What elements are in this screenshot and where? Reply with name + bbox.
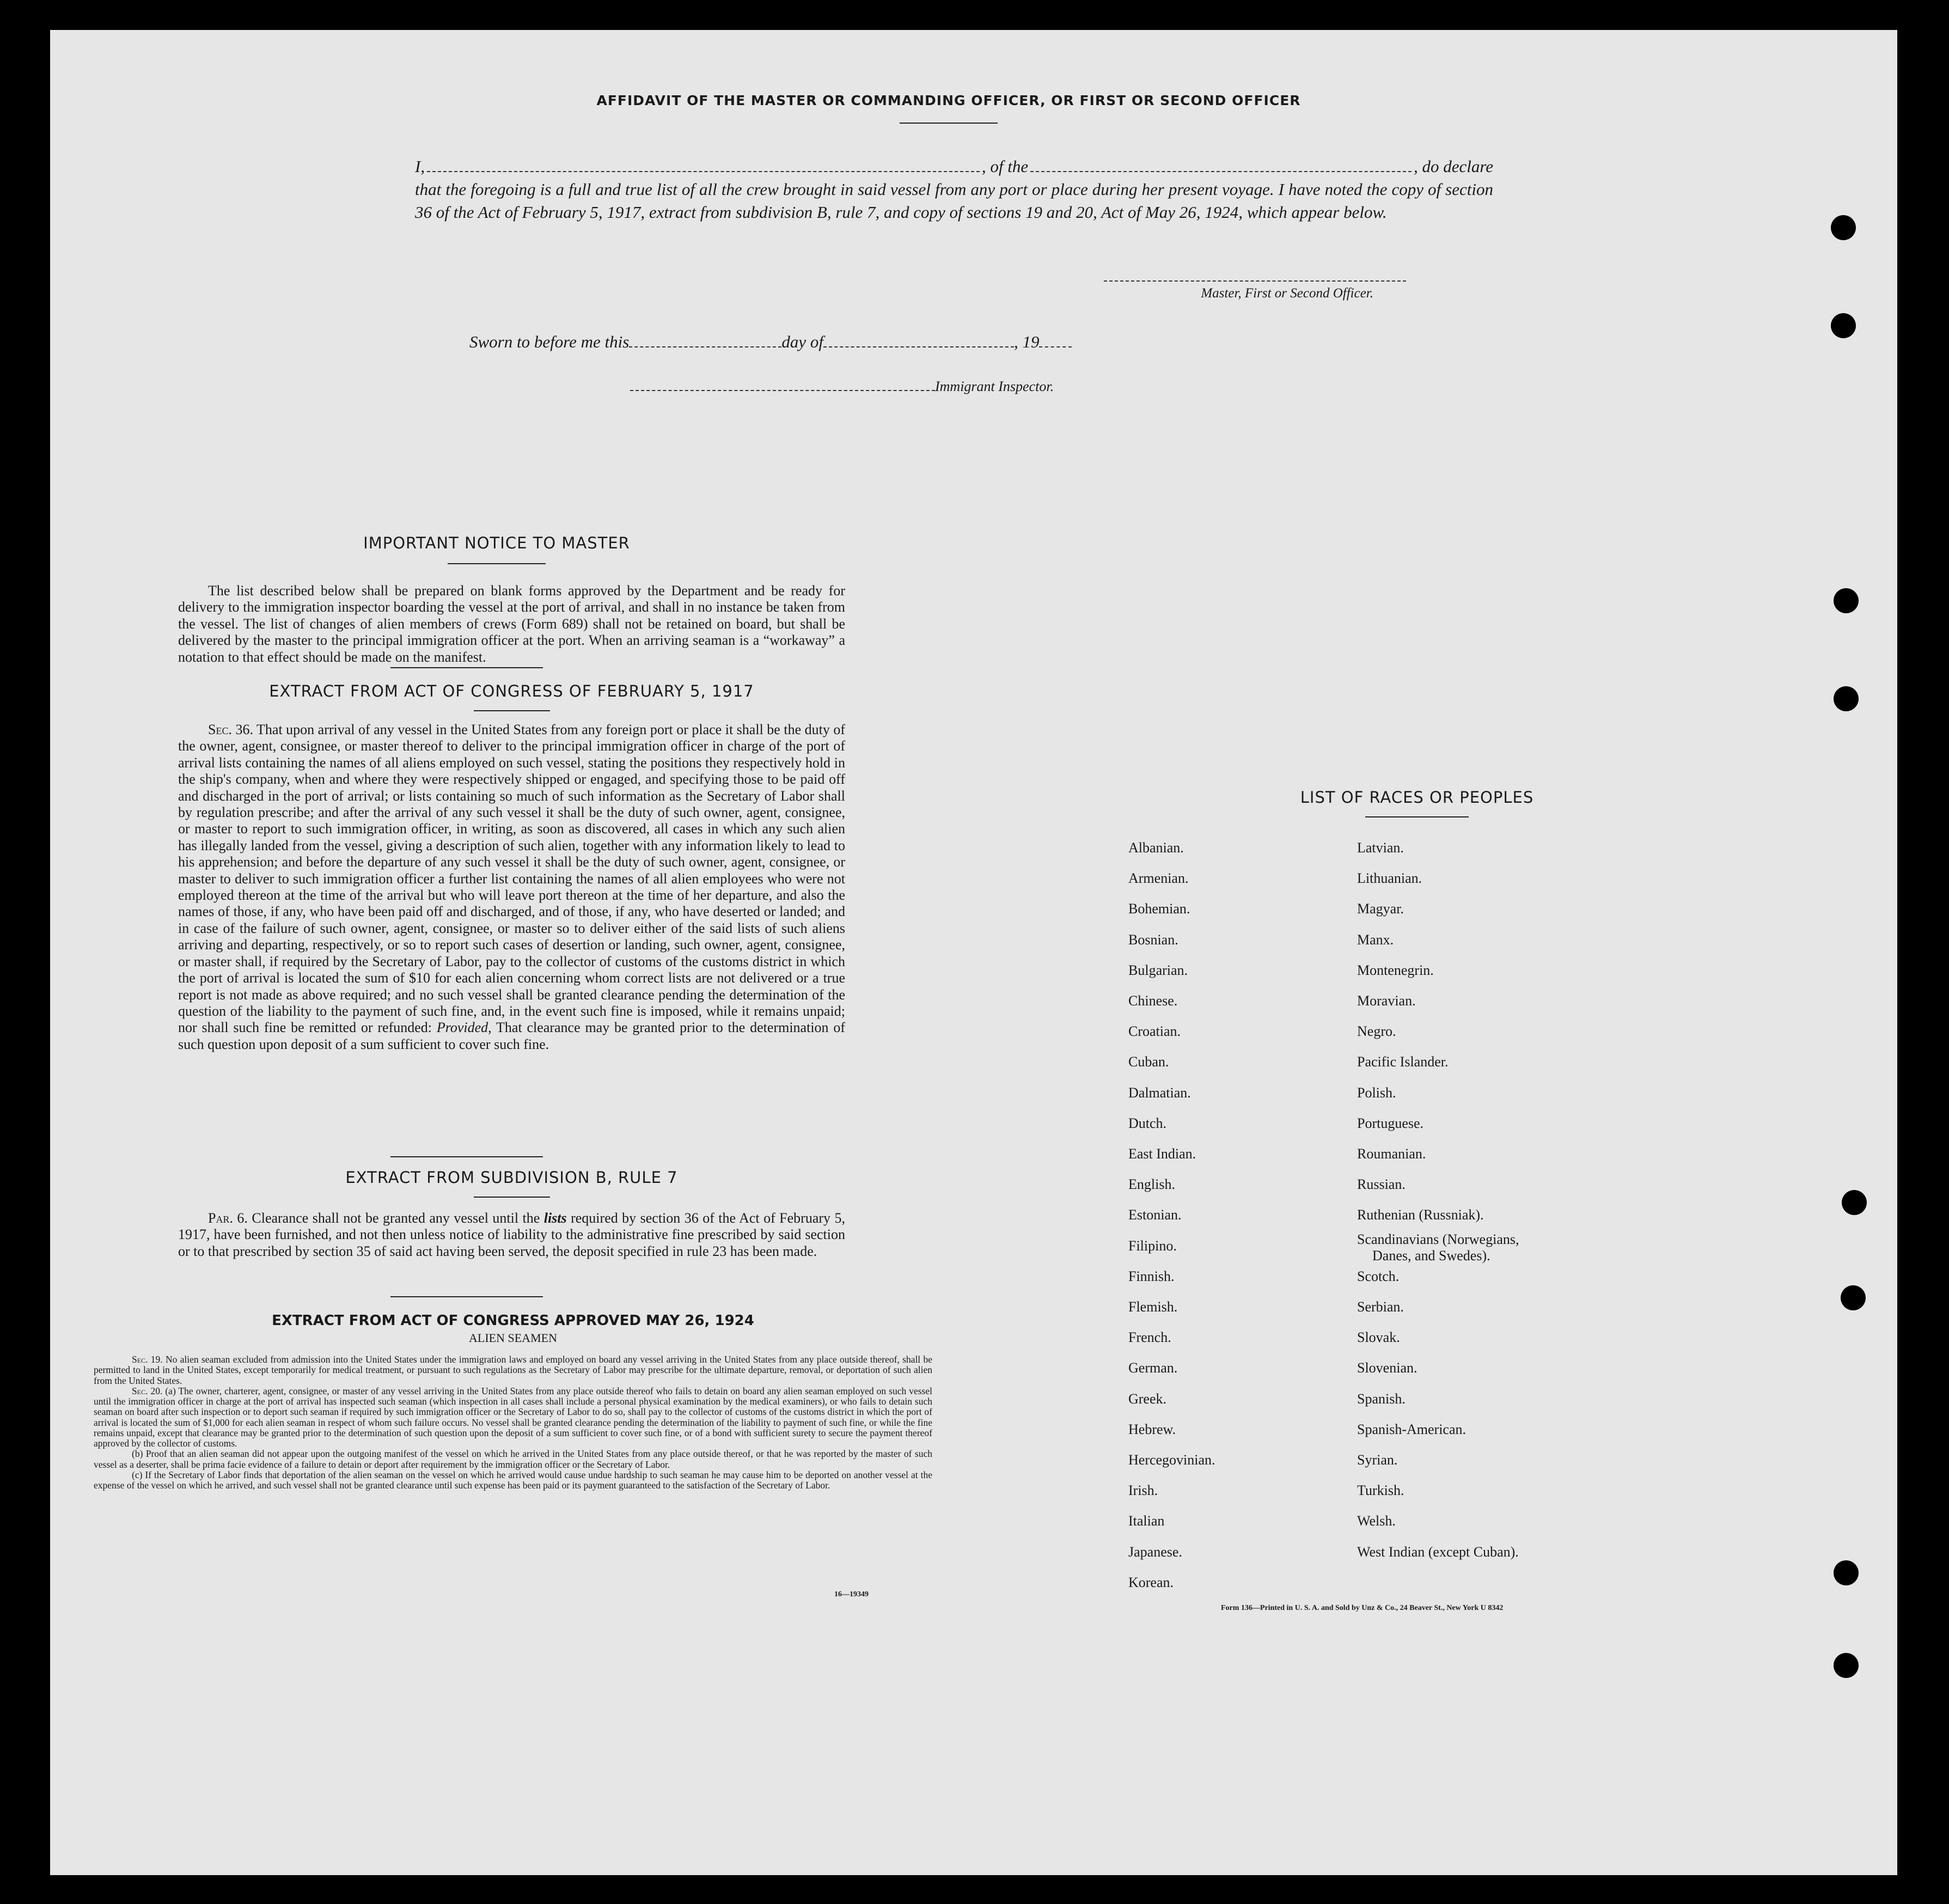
race-item: Russian. xyxy=(1357,1176,1406,1193)
notice-title xyxy=(279,534,714,564)
race-item: German. xyxy=(1128,1360,1178,1376)
binder-hole xyxy=(1834,1560,1859,1585)
race-item: Montenegrin. xyxy=(1357,962,1434,978)
race-item: Moravian. xyxy=(1357,993,1416,1009)
affidavit-title-text: AFFIDAVIT OF THE MASTER OR COMMANDING OFFICER, OR FIRST OR SECOND OFFICER xyxy=(596,93,1301,108)
race-item: Lithuanian. xyxy=(1357,870,1422,887)
race-item: Korean. xyxy=(1128,1574,1174,1590)
sec-36-text-end: That clearance may be granted prior to the determination of such question upon deposit of a sum sufficient to cover such fine. xyxy=(178,1020,846,1052)
day-of-label: day of xyxy=(781,332,823,351)
race-item: Hebrew. xyxy=(1128,1421,1176,1437)
extract-1924-title xyxy=(94,1313,932,1345)
race-item: Estonian. xyxy=(1128,1207,1182,1223)
do-declare-label: , do declare xyxy=(1413,157,1493,176)
par-6-label: Par. 6. xyxy=(208,1210,248,1226)
extract-1924-text xyxy=(94,1354,932,1491)
race-item: Portuguese. xyxy=(1357,1115,1424,1131)
races-title xyxy=(1237,788,1597,817)
race-item: Scotch. xyxy=(1357,1268,1400,1284)
sec-36-label: Sec. 36. xyxy=(208,722,253,737)
sec-19-paragraph xyxy=(94,1354,932,1386)
race-item: Magyar. xyxy=(1357,901,1404,917)
par-6-paragraph xyxy=(178,1210,845,1260)
race-item: Turkish. xyxy=(1357,1482,1404,1499)
master-signature-block xyxy=(1104,280,1406,301)
race-item: West Indian (except Cuban). xyxy=(1357,1543,1519,1560)
race-item: Serbian. xyxy=(1357,1299,1404,1315)
binder-hole xyxy=(1834,686,1859,711)
race-item: Greek. xyxy=(1128,1390,1167,1407)
race-item: Italian xyxy=(1128,1513,1165,1529)
binder-hole xyxy=(1831,313,1856,338)
month-blank[interactable] xyxy=(823,346,1014,347)
form-number: 16—19349 xyxy=(834,1590,869,1598)
race-item: Cuban. xyxy=(1128,1054,1169,1070)
section-rule xyxy=(390,1296,543,1297)
name-blank[interactable] xyxy=(427,170,980,172)
sworn-prefix: Sworn to before me this xyxy=(469,332,630,351)
printer-footer: Form 136—Printed in U. S. A. and Sold by Unz & Co., 24 Beaver St., New York U 8342 xyxy=(1221,1604,1504,1612)
extract-1924-title-text: EXTRACT FROM ACT OF CONGRESS APPROVED MAY 26, 1924 xyxy=(272,1313,754,1329)
rule7-rule xyxy=(474,1197,550,1198)
form-page xyxy=(50,30,1897,1875)
sworn-line xyxy=(469,332,1072,352)
race-item: Finnish. xyxy=(1128,1268,1175,1284)
binder-hole xyxy=(1834,588,1859,613)
race-item: East Indian. xyxy=(1128,1146,1196,1162)
year-label: , 19 xyxy=(1013,332,1040,351)
race-item: Spanish. xyxy=(1357,1390,1406,1407)
race-item: French. xyxy=(1128,1329,1171,1346)
year-blank[interactable] xyxy=(1039,346,1072,347)
race-item: Manx. xyxy=(1357,931,1394,948)
extract-1917-rule xyxy=(474,710,550,711)
race-item: Danes, and Swedes). xyxy=(1372,1247,1490,1264)
sec-20-label: Sec. 20. xyxy=(132,1385,163,1396)
race-item: Bosnian. xyxy=(1128,931,1178,948)
binder-hole xyxy=(1841,1285,1866,1310)
sec-20a-text: (a) The owner, charterer, agent, consignee, or master of any vessel arriving in the United States from any place outside thereof who fails to detain on board any alien seaman employed on such vessel until the immigration officer in charge at the port of arrival has inspected such seaman (which inspection in all cases shall include a personal physical examination by the medical examiners), or who fails to detain such seaman on board after such inspection or to deport such seaman if required by such immigration officer or the Secretary of Labor to do so, shall pay to the collector of customs of the customs district in which the port of arrival is located the sum of $1,000 for each alien seaman in respect of whom such failure occurs. No vessel shall be granted clearance pending the determination of the liability to payment of such fine, or while the fine remains unpaid, except that clearance may be granted prior to the determination of such question upon the deposit of a sum sufficient to cover such fine, or of a bond with sufficient surety to secure the payment thereof approved by the collector of customs. xyxy=(94,1385,932,1449)
rule7-title xyxy=(178,1168,845,1198)
race-item: Roumanian. xyxy=(1357,1146,1426,1162)
par-6-text-a: Clearance shall not be granted any vessel until the xyxy=(252,1210,540,1226)
race-item: English. xyxy=(1128,1176,1175,1193)
master-signature-label: Master, First or Second Officer. xyxy=(1201,286,1373,301)
alien-seamen-subtitle: ALIEN SEAMEN xyxy=(469,1331,557,1345)
binder-hole xyxy=(1834,1653,1859,1678)
race-item: Spanish-American. xyxy=(1357,1421,1467,1437)
affidavit-body xyxy=(415,155,1493,224)
race-item: Syrian. xyxy=(1357,1452,1398,1468)
races-rule xyxy=(1365,816,1469,817)
notice-rule xyxy=(448,563,546,564)
race-item: Bulgarian. xyxy=(1128,962,1188,978)
race-item: Pacific Islander. xyxy=(1357,1054,1449,1070)
inspector-blank[interactable] xyxy=(630,389,935,391)
day-blank[interactable] xyxy=(629,346,781,347)
race-item: Dalmatian. xyxy=(1128,1084,1191,1101)
vessel-blank[interactable] xyxy=(1030,170,1412,172)
sec-19-label: Sec. 19. xyxy=(132,1354,163,1365)
binder-hole xyxy=(1842,1190,1867,1215)
race-item: Albanian. xyxy=(1128,840,1184,856)
rule7-text xyxy=(178,1210,845,1260)
rule7-title-text: EXTRACT FROM SUBDIVISION B, RULE 7 xyxy=(345,1168,678,1187)
race-item: Irish. xyxy=(1128,1482,1158,1499)
i-label: I, xyxy=(415,157,425,176)
race-item: Filipino. xyxy=(1128,1237,1177,1254)
sec-20c-paragraph: (c) If the Secretary of Labor finds that deportation of the alien seaman on the vessel on which he arrived would cause undue hardship to such seaman he may cause him to be deported on another vessel at the expense of the vessel on which he arrived, and such vessel shall not be granted clearance until such expense has been paid or its payment guaranteed to the satisfaction of the Secretary of Labor. xyxy=(94,1469,932,1491)
of-the-label: , of the xyxy=(981,157,1029,176)
race-item: Slovak. xyxy=(1357,1329,1400,1346)
race-item: Bohemian. xyxy=(1128,901,1190,917)
race-item: Ruthenian (Russniak). xyxy=(1357,1207,1484,1223)
race-item: Japanese. xyxy=(1128,1543,1182,1560)
section-rule xyxy=(390,1156,543,1157)
extract-1917-title-text: EXTRACT FROM ACT OF CONGRESS OF FEBRUARY 5, 1917 xyxy=(269,682,754,700)
race-item: Armenian. xyxy=(1128,870,1189,887)
title-rule xyxy=(900,123,998,124)
binder-hole xyxy=(1831,215,1856,240)
par-6-text-b: required by section 36 of the Act of February 5, 1917, have been furnished, and not then unless notice of liability to the administrative fine prescribed by said section or to that prescribed by section 35 of said act having been served, the deposit specified in rule 23 has been made. xyxy=(178,1210,845,1259)
notice-title-text: IMPORTANT NOTICE TO MASTER xyxy=(363,534,630,552)
extract-1917-title xyxy=(178,682,845,711)
race-item: Slovenian. xyxy=(1357,1360,1418,1376)
notice-text xyxy=(178,583,845,666)
master-signature-line[interactable] xyxy=(1104,280,1406,283)
sec-36-text: That upon arrival of any vessel in the United States from any foreign port or place it shall be the duty of the owner, agent, consignee, or master thereof to deliver to the principal immigration officer in charge of the port of arrival lists containing the names of all aliens employed on such vessel, stating the positions they respectively hold in the ship's company, when and where they were respectively shipped or engaged, and specifying those to be paid off and discharged in the port of arrival; or lists containing so much of such information as the Secretary of Labor shall by regulation prescribe; and after the arrival of any such vessel it shall be the duty of such owner, agent, consignee, or master to report to such immigration officer, in writing, as soon as discovered, all cases in which any such alien has illegally landed from the vessel, giving a description of such alien, together with any information likely to lead to his apprehension; and before the departure of any such vessel it shall be the duty of such owner, agent, consignee, or master to deliver to such immigration officer a further list containing the names of all alien employees who were not employed thereon at the time of the arrival but who will leave port thereon at the time of her departure, and also the names of those, if any, who have been paid off and discharged, and of those, if any, who have deserted or landed; and in case of the failure of such owner, agent, consignee, or master so to deliver either of the said lists of such aliens arriving and departing, respectively, or so to report such cases of desertion or landing, such owner, agent, consignee, or master shall, if required by the Secretary of Labor, pay to the collector of customs of the customs district in which the port of arrival is located the sum of $10 for each alien concerning whom correct lists are not delivered or a true report is not made as above required; and no such vessel shall be granted clearance pending the determination of the question of the liability to the payment of such fine, and, in the event such fine is imposed, while it remains unpaid; nor shall such fine be remitted or refunded: xyxy=(178,722,845,1036)
lists-word: lists xyxy=(543,1210,567,1226)
provided-word: Provided, xyxy=(436,1020,492,1036)
race-item: Hercegovinian. xyxy=(1128,1452,1215,1468)
race-item: Dutch. xyxy=(1128,1115,1167,1131)
sec-19-text: No alien seaman excluded from admission into the United States under the immigration laws and employed on board any vessel arriving in the United States from any place outside thereof, shall be permitted to land in the United States, except temporarily for medical treatment, or pursuant to such regulations as the Secretary of Labor may prescribe for the ultimate departure, removal, or deportation of such alien from the United States. xyxy=(94,1354,932,1386)
affidavit-title xyxy=(540,93,1357,124)
declare-line xyxy=(415,155,1493,178)
race-item: Croatian. xyxy=(1128,1023,1181,1040)
sec-20a-paragraph xyxy=(94,1386,932,1449)
race-item: Flemish. xyxy=(1128,1299,1178,1315)
race-item: Negro. xyxy=(1357,1023,1396,1040)
race-item: Welsh. xyxy=(1357,1513,1396,1529)
sec-36-paragraph xyxy=(178,722,845,1053)
notice-paragraph: The list described below shall be prepared on blank forms approved by the Department and be ready for delivery to the immigration inspector boarding the vessel at the port of arrival, and shall in no instance be taken from the vessel. The list of changes of alien members of crews (Form 689) shall not be retained on board, but shall be delivered by the master to the principal immigration officer at the port. When an arriving seaman is a “workaway” a notation to that effect should be made on the manifest. xyxy=(178,583,845,665)
race-item: Latvian. xyxy=(1357,840,1404,856)
affidavit-statement: that the foregoing is a full and true list of all the crew brought in said vessel from any port or place during her present voyage. I have noted the copy of section 36 of the Act of February 5, 1917, extract from subdivision B, rule 7, and copy of sections 19 and 20, Act of May 26, 1924, which appear below. xyxy=(415,179,1493,222)
extract-1917-text xyxy=(178,722,845,1053)
race-item: Scandinavians (Norwegians, xyxy=(1357,1231,1519,1247)
inspector-line xyxy=(630,379,1054,395)
section-rule xyxy=(390,667,543,668)
race-item: Polish. xyxy=(1357,1084,1396,1101)
inspector-label: Immigrant Inspector. xyxy=(935,379,1054,394)
race-item: Chinese. xyxy=(1128,993,1178,1009)
sec-20b-paragraph: (b) Proof that an alien seaman did not appear upon the outgoing manifest of the vessel on which he arrived in the United States from any place outside thereof, or that he was reported by the master of such vessel as a deserter, shall be prima facie evidence of a failure to detain or deport after requirement by the immigration officer or the Secretary of Labor. xyxy=(94,1448,932,1470)
races-title-text: LIST OF RACES OR PEOPLES xyxy=(1300,788,1534,807)
